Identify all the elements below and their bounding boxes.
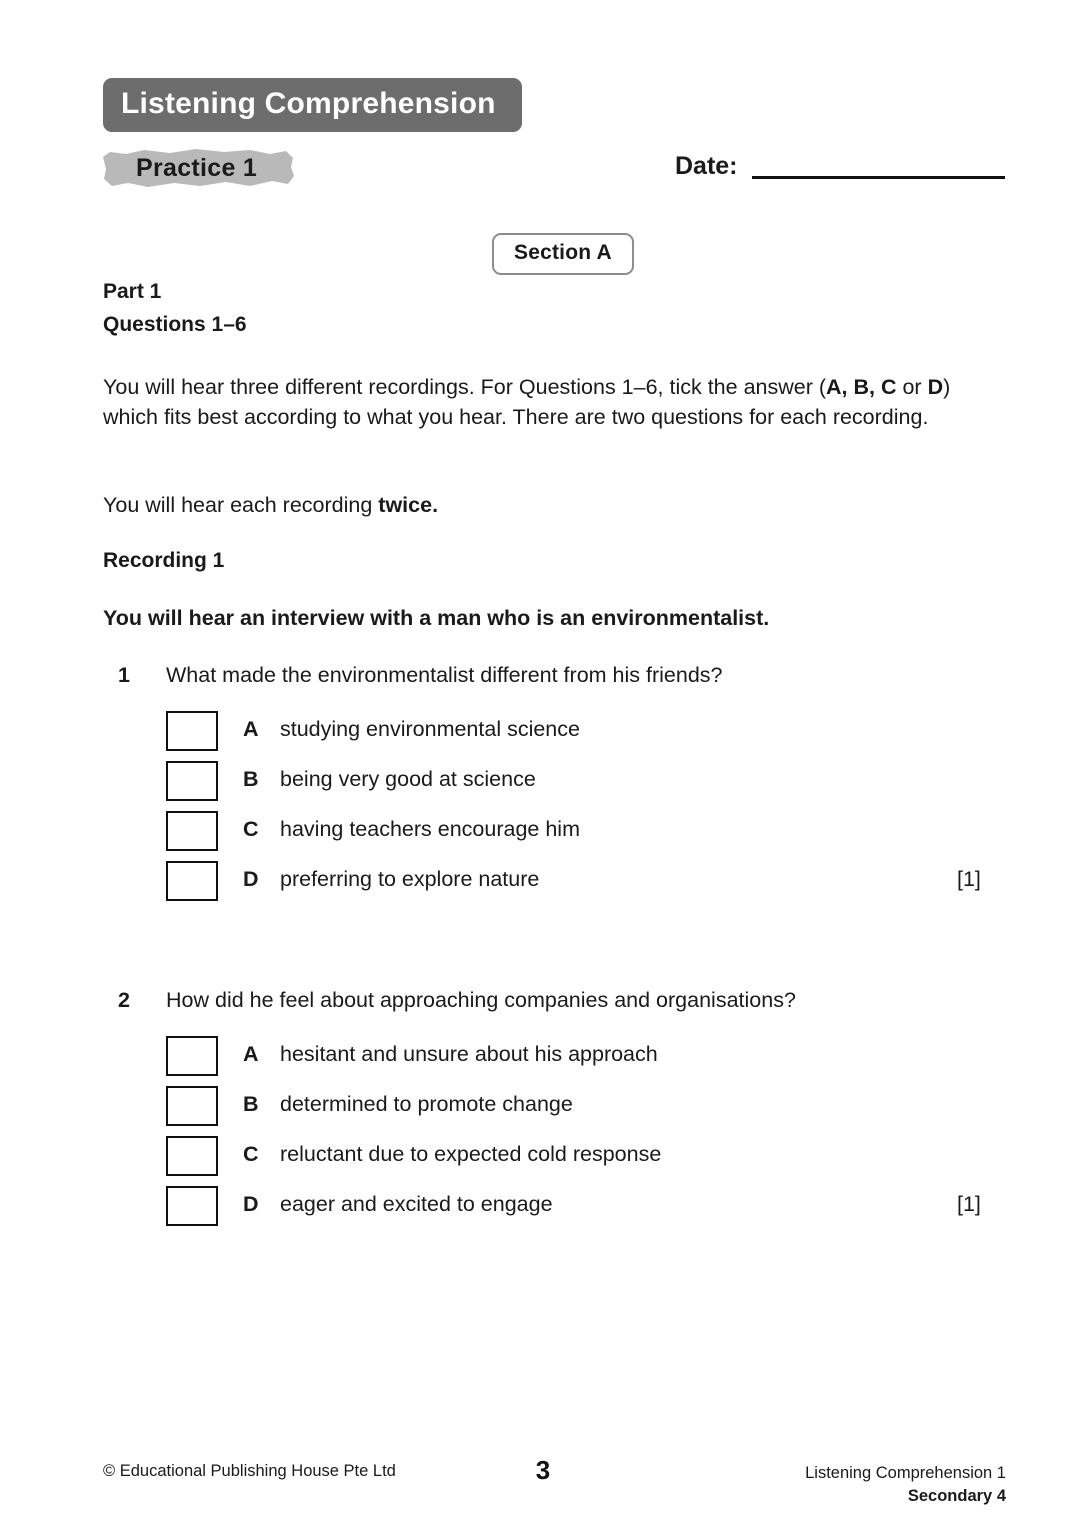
option-row[interactable] xyxy=(0,1186,1086,1236)
marks-allocation: [1] xyxy=(957,1192,981,1216)
practice-label-group xyxy=(100,145,296,191)
checkbox-q2-b[interactable] xyxy=(166,1086,218,1126)
option-row[interactable] xyxy=(0,1036,1086,1086)
marks-allocation: [1] xyxy=(957,867,981,891)
option-text: preferring to explore nature xyxy=(280,867,540,891)
option-text: studying environmental science xyxy=(280,717,580,741)
option-list xyxy=(0,711,1086,911)
option-text: hesitant and unsure about his approach xyxy=(280,1042,658,1066)
option-row[interactable] xyxy=(0,1136,1086,1186)
footer-level: Secondary 4 xyxy=(907,1487,1006,1505)
section-badge: Section A xyxy=(492,233,634,275)
instructions-part-2: or xyxy=(896,375,928,399)
practice-label: Practice 1 xyxy=(136,154,258,182)
option-letter: A xyxy=(243,1042,259,1066)
instructions-bold-abc: A, B, C xyxy=(826,375,897,399)
checkbox-q1-d[interactable] xyxy=(166,861,218,901)
instructions-paragraph xyxy=(103,372,983,432)
repeat-note-emphasis: twice. xyxy=(378,493,439,517)
footer-copyright: © Educational Publishing House Pte Ltd xyxy=(103,1462,396,1480)
checkbox-q2-c[interactable] xyxy=(166,1136,218,1176)
option-letter: D xyxy=(243,867,259,891)
option-letter: C xyxy=(243,817,259,841)
option-text: determined to promote change xyxy=(280,1092,573,1116)
option-list xyxy=(0,1036,1086,1236)
footer-subject-group xyxy=(805,1462,1006,1508)
option-letter: A xyxy=(243,717,259,741)
option-text: having teachers encourage him xyxy=(280,817,580,841)
checkbox-q1-a[interactable] xyxy=(166,711,218,751)
checkbox-q2-a[interactable] xyxy=(166,1036,218,1076)
option-row[interactable] xyxy=(0,711,1086,761)
question-number: 1 xyxy=(118,663,130,687)
option-letter: B xyxy=(243,1092,259,1116)
instructions-bold-d: D xyxy=(927,375,944,399)
repeat-note-text: You will hear each recording xyxy=(103,493,379,517)
option-row[interactable] xyxy=(0,1086,1086,1136)
part-heading: Part 1 xyxy=(103,280,162,303)
option-row[interactable] xyxy=(0,811,1086,861)
question-text: What made the environmentalist different from his friends? xyxy=(166,663,723,687)
option-letter: C xyxy=(243,1142,259,1166)
page-title-banner: Listening Comprehension xyxy=(103,78,522,132)
option-letter: D xyxy=(243,1192,259,1216)
instructions-part-3: ) which fits best according to what you hear. There are two questions for each recording. xyxy=(103,375,951,429)
question-number: 2 xyxy=(118,988,130,1012)
option-text: eager and excited to engage xyxy=(280,1192,553,1216)
question-text: How did he feel about approaching companies and organisations? xyxy=(166,988,796,1012)
checkbox-q2-d[interactable] xyxy=(166,1186,218,1226)
option-text: being very good at science xyxy=(280,767,536,791)
date-label: Date: xyxy=(675,152,738,180)
instructions-part-1: You will hear three different recordings. For Questions 1–6, tick the answer ( xyxy=(103,375,827,399)
checkbox-q1-b[interactable] xyxy=(166,761,218,801)
questions-range-heading: Questions 1–6 xyxy=(103,313,247,336)
checkbox-q1-c[interactable] xyxy=(166,811,218,851)
option-text: reluctant due to expected cold response xyxy=(280,1142,662,1166)
footer-page-number: 3 xyxy=(535,1455,551,1485)
recording-heading: Recording 1 xyxy=(103,549,225,572)
recording-description: You will hear an interview with a man who is an environmentalist. xyxy=(103,606,770,630)
footer-subject: Listening Comprehension 1 xyxy=(805,1464,1006,1482)
option-letter: B xyxy=(243,767,259,791)
recording-repeat-note xyxy=(103,490,438,520)
option-row[interactable] xyxy=(0,761,1086,811)
date-input-line[interactable] xyxy=(752,176,1005,179)
option-row[interactable] xyxy=(0,861,1086,911)
